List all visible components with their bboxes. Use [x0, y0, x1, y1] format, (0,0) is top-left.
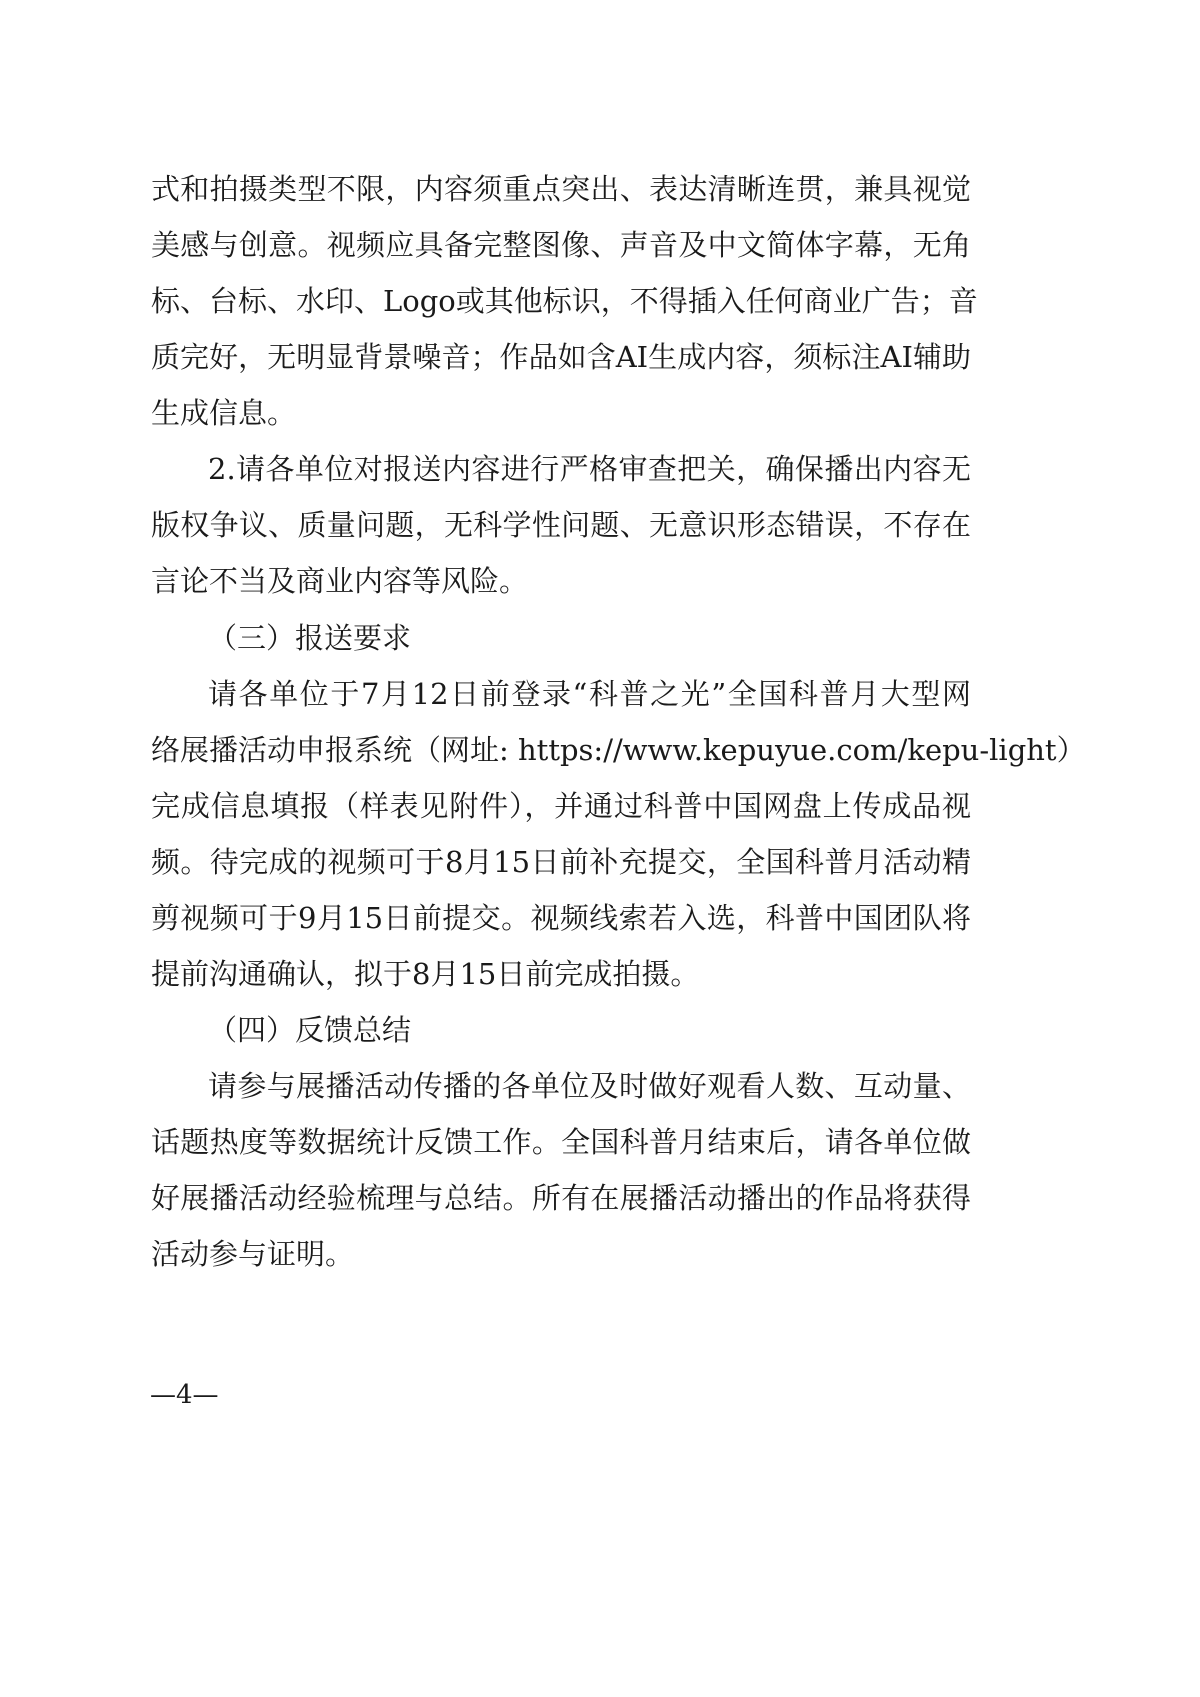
body-text-line: 版权争议、质量问题，无科学性问题、无意识形态错误，不存在	[151, 508, 971, 542]
page-number: —4—	[150, 1380, 219, 1410]
body-text-line: 频。待完成的视频可于8月15日前补充提交，全国科普月活动精	[151, 845, 971, 879]
numbered-paragraph-start: 2.请各单位对报送内容进行严格审查把关，确保播出内容无	[208, 452, 971, 486]
body-text-line: 话题热度等数据统计反馈工作。全国科普月结束后，请各单位做	[151, 1125, 971, 1159]
body-text-line: 生成信息。	[151, 396, 297, 430]
body-text-line: 言论不当及商业内容等风险。	[151, 564, 529, 598]
body-text-line: 剪视频可于9月15日前提交。视频线索若入选，科普中国团队将	[151, 901, 971, 935]
body-text-line: 质完好，无明显背景噪音；作品如含AI生成内容，须标注AI辅助	[151, 340, 971, 374]
body-text-line: 活动参与证明。	[151, 1237, 355, 1271]
body-text-line: 请参与展播活动传播的各单位及时做好观看人数、互动量、	[208, 1069, 971, 1103]
body-text-line: 完成信息填报（样表见附件），并通过科普中国网盘上传成品视	[151, 789, 971, 823]
body-text-line-with-url: 络展播活动申报系统（网址: https://www.kepuyue.com/kepu-light）	[151, 733, 1086, 767]
body-text-line: 好展播活动经验梳理与总结。所有在展播活动播出的作品将获得	[151, 1181, 971, 1215]
body-text-line: 美感与创意。视频应具备完整图像、声音及中文简体字幕，无角	[151, 228, 971, 262]
section-heading-submission: （三）报送要求	[208, 621, 412, 655]
body-text-line: 提前沟通确认，拟于8月15日前完成拍摄。	[151, 957, 700, 991]
body-text-line: 标、台标、水印、Logo或其他标识，不得插入任何商业广告；音	[151, 284, 978, 318]
body-text-line: 请各单位于7月12日前登录“科普之光”全国科普月大型网	[208, 677, 971, 711]
body-text-line: 式和拍摄类型不限，内容须重点突出、表达清晰连贯，兼具视觉	[151, 172, 971, 206]
section-heading-feedback: （四）反馈总结	[208, 1013, 412, 1047]
